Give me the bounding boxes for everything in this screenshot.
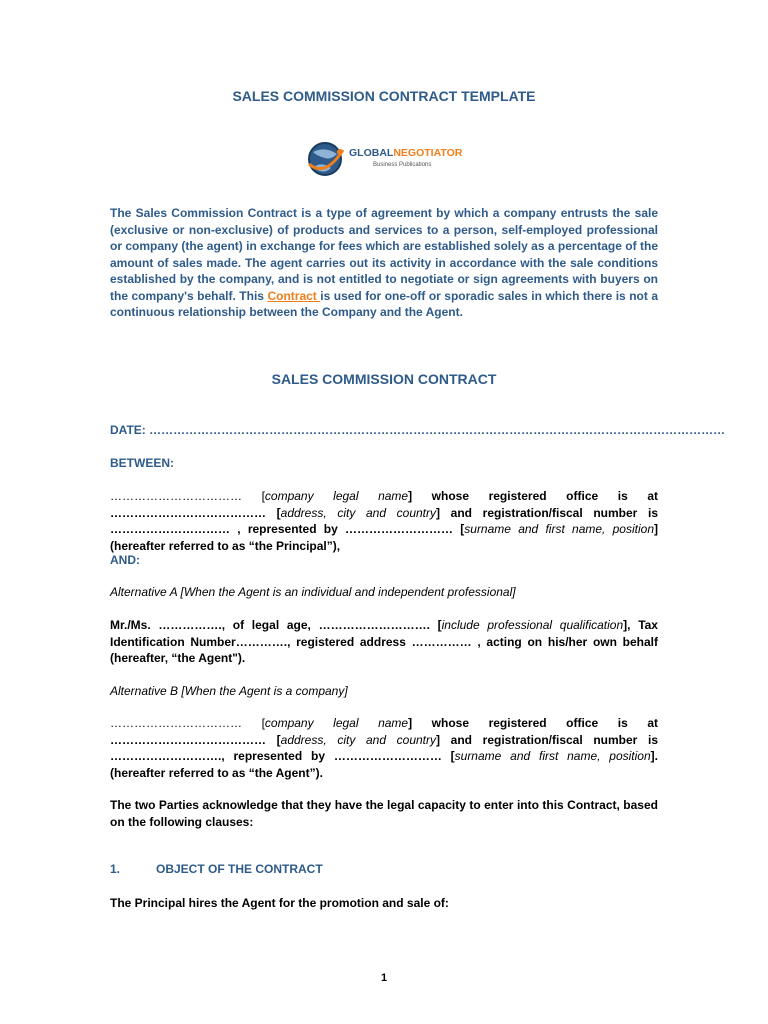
agent-company-text-1: …………………………… [ [110,716,265,730]
intro-text-end: is used for one-off or sporadic sales in which there is not a continuous relationship between the Company and the Agent. [110,288,658,319]
alt-a-detail: When the Agent is an individual and independent professional [183,585,513,599]
agent-company-text-3: ] and registration/fiscal number is ………………………., represented by ……………………… [ [110,732,658,763]
principal-text-4: ] (hereafter referred to as “the Principal”), [110,522,658,553]
global-negotiator-logo [305,138,465,180]
alt-b-label: Alternative B [ [110,684,185,698]
contract-subtitle: SALES COMMISSION CONTRACT [271,371,497,387]
agent-qualification: include professional qualification [441,618,624,632]
logo-name-part1: GLOBAL [349,147,394,159]
agent-company-text-4: ]. (hereafter referred to as “the Agent”). [110,749,659,780]
logo-tagline: Business Publications [373,162,432,168]
logo-name-part2: NEGOTIATOR [393,147,463,159]
alternative-b-line [110,683,658,700]
principal-text-1: …………………………… [ [110,489,265,503]
agent-individual-text-2: ], Tax Identification Number…………., registered address …………… , acting on his/her own behalf (hereafter, “the Agent"). [110,618,658,665]
intro-text-start: The Sales Commission Contract is a type of agreement by which a company entrusts the sale (exclusive or non-exclusive) of products and services to a person, self-employed professional or company (the agent) in exchange for fees which are established solely as a percentage of the amount of sales made. The agent carries out its activity in accordance with the sale conditions established by the company, and is not entitled to negotiate or sign agreements with buyers on the company's behalf. This [110,206,658,303]
section-1-heading [110,862,323,876]
agent-individual-text-1: Mr./Ms. ……………., of legal age, ………………………. [ [110,618,442,632]
page-number: 1 [380,972,388,984]
date-line: DATE: ……………………………………………………………………………………………………………………………… [110,423,726,437]
principal-company-name: company legal name [264,489,409,503]
section-1-title: OBJECT OF THE CONTRACT [156,862,323,876]
globe-icon [305,138,347,180]
agent-company-surname: surname and first name, position [454,749,651,763]
document-title: SALES COMMISSION CONTRACT TEMPLATE [232,88,536,104]
principal-text-3: ] and registration/fiscal number is ………………………… , represented by ……………………… [ [110,505,658,536]
section-1-text: The Principal hires the Agent for the promotion and sale of: [110,896,449,910]
section-1-number: 1. [110,862,121,876]
alt-a-close: ] [512,585,516,599]
and-label: AND: [110,553,140,567]
between-label: BETWEEN: [110,456,174,470]
principal-paragraph [110,488,658,554]
alt-b-detail: When the Agent is a company [184,684,345,698]
agent-company-text-2: ] whose registered office is at ………………………………… [ [110,716,658,747]
alt-b-close: ] [344,684,348,698]
acknowledge-paragraph: The two Parties acknowledge that they have the legal capacity to enter into this Contract, based on the following clauses: [110,798,658,829]
contract-link[interactable]: Contract [267,288,321,303]
agent-individual-paragraph [110,617,658,667]
principal-surname: surname and first name, position [464,522,654,536]
principal-address: address, city and country [280,505,437,520]
agent-company-paragraph [110,715,658,781]
agent-company-name: company legal name [264,716,409,730]
principal-text-2: ] whose registered office is at ………………………………… [ [110,489,658,520]
alt-a-label: Alternative A [ [110,585,184,599]
intro-paragraph [110,205,658,321]
agent-company-address: address, city and country [280,732,437,747]
alternative-a-line [110,584,658,601]
